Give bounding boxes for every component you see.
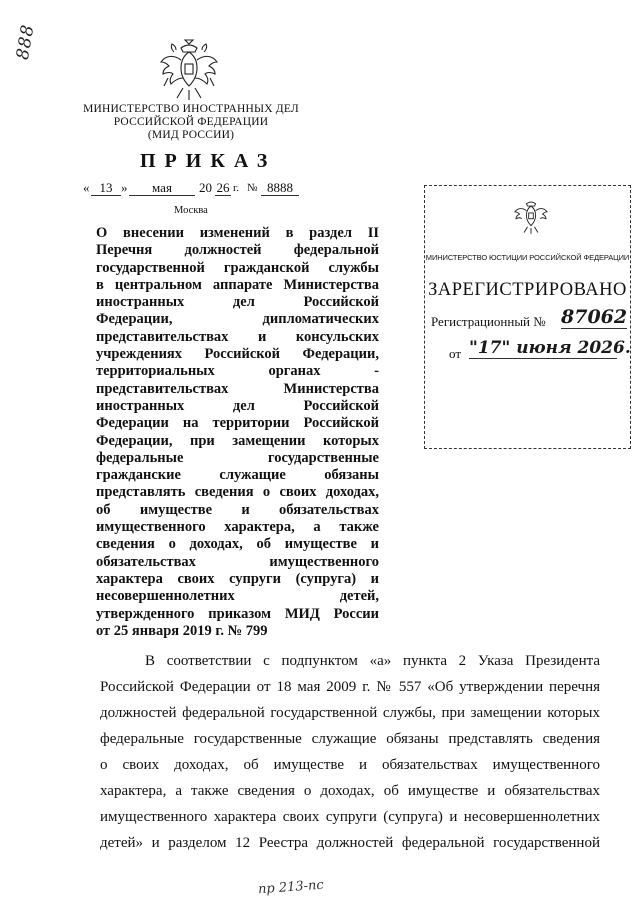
order-number: 8888 xyxy=(261,180,299,196)
city-label: Москва xyxy=(174,205,208,216)
date-year-unit: г. xyxy=(233,182,240,194)
date-open-quote: « xyxy=(83,180,90,195)
title-line: гражданские служащие обязаны xyxy=(96,467,379,484)
body-line: имущественного характера своих супруги (супруга) и несовершеннолетних xyxy=(100,809,600,825)
body-line: о своих доходах, об имуществе и обязательствах имущественного xyxy=(100,757,600,773)
title-line: Федерации, дипломатических xyxy=(96,311,379,328)
title-line: обязательствах имущественного xyxy=(96,553,379,570)
title-line: утвержденного приказом МИД России xyxy=(96,605,379,622)
order-title xyxy=(96,225,379,640)
title-line: иностранных дел Российской xyxy=(96,294,379,311)
title-line: от 25 января 2019 г. № 799 xyxy=(96,622,268,639)
document-type-title: ПРИКАЗ xyxy=(140,150,277,172)
body-line: В соответствии с подпунктом «а» пункта 2 Указа Президента xyxy=(145,653,600,669)
title-line: Федерации на территории Российской xyxy=(96,415,379,432)
stamp-reg-number-label: Регистрационный № xyxy=(431,314,546,329)
registration-stamp xyxy=(424,185,631,449)
title-line: об имуществе и обязательствах xyxy=(96,501,379,518)
title-line: О внесении изменений в раздел II xyxy=(96,225,379,241)
stamp-reg-date: "17" июня 2026. xyxy=(469,338,631,358)
date-day: 13 xyxy=(91,180,121,196)
body-line: детей» и разделом 12 Реестра должностей федеральной государственной xyxy=(100,835,600,851)
title-line: территориальных органах - xyxy=(96,363,379,380)
ministry-name xyxy=(60,103,322,142)
ministry-line: (МИД РОССИИ) xyxy=(147,129,235,141)
title-line: федеральные государственные xyxy=(96,449,379,466)
ministry-line: РОССИЙСКОЙ ФЕДЕРАЦИИ xyxy=(113,116,269,128)
stamp-emblem-icon xyxy=(513,198,549,236)
title-line: учреждениях Российской Федерации, xyxy=(96,346,379,363)
title-line: несовершеннолетних детей, xyxy=(96,588,379,605)
title-line: государственной гражданской службы xyxy=(96,259,379,276)
body-line: федеральные государственные служащие обязаны представлять сведения xyxy=(100,731,600,747)
number-sign: № xyxy=(247,182,258,194)
handwritten-bottom-note: пр 213-пс xyxy=(257,877,325,898)
stamp-registered-label: ЗАРЕГИСТРИРОВАНО xyxy=(428,280,627,300)
title-line: иностранных дел Российской xyxy=(96,397,379,414)
ministry-line: МИНИСТЕРСТВО ИНОСТРАННЫХ ДЕЛ xyxy=(83,103,299,115)
order-date-line xyxy=(83,180,333,200)
title-line: представительствах и консульских xyxy=(96,328,379,345)
coat-of-arms-emblem xyxy=(158,38,220,104)
title-line: представительствах Министерства xyxy=(96,380,379,397)
title-line: представлять сведения о своих доходах, xyxy=(96,484,379,501)
body-line: характера, а также сведения о доходах, об имуществе и обязательствах xyxy=(100,783,600,799)
date-year-prefix: 20 xyxy=(199,180,212,195)
date-year-suffix: 26 xyxy=(216,180,230,195)
title-line: имущественного характера, а также xyxy=(96,519,379,536)
date-month: мая xyxy=(129,180,195,196)
stamp-ministry-name: МИНИСТЕРСТВО ЮСТИЦИИ РОССИЙСКОЙ ФЕДЕРАЦИИ xyxy=(425,253,630,262)
handwritten-corner-annotation: 888 xyxy=(12,22,39,62)
body-line: Российской Федерации от 18 мая 2009 г. № 557 «Об утверждении перечня xyxy=(100,679,600,695)
order-body xyxy=(100,648,600,856)
title-line: Перечня должностей федеральной xyxy=(96,242,379,259)
stamp-reg-number: 87062 xyxy=(561,306,628,328)
title-line: сведения о доходах, об имуществе и xyxy=(96,536,379,553)
date-close-quote: » xyxy=(121,180,128,195)
title-line: характера своих супруги (супруга) и xyxy=(96,570,379,587)
body-line: должностей федеральной государственной службы, при замещении которых xyxy=(100,705,600,721)
title-line: Федерации, при замещении которых xyxy=(96,432,379,449)
stamp-date-label: от xyxy=(449,346,462,361)
title-line: в центральном аппарате Министерства xyxy=(96,276,379,293)
